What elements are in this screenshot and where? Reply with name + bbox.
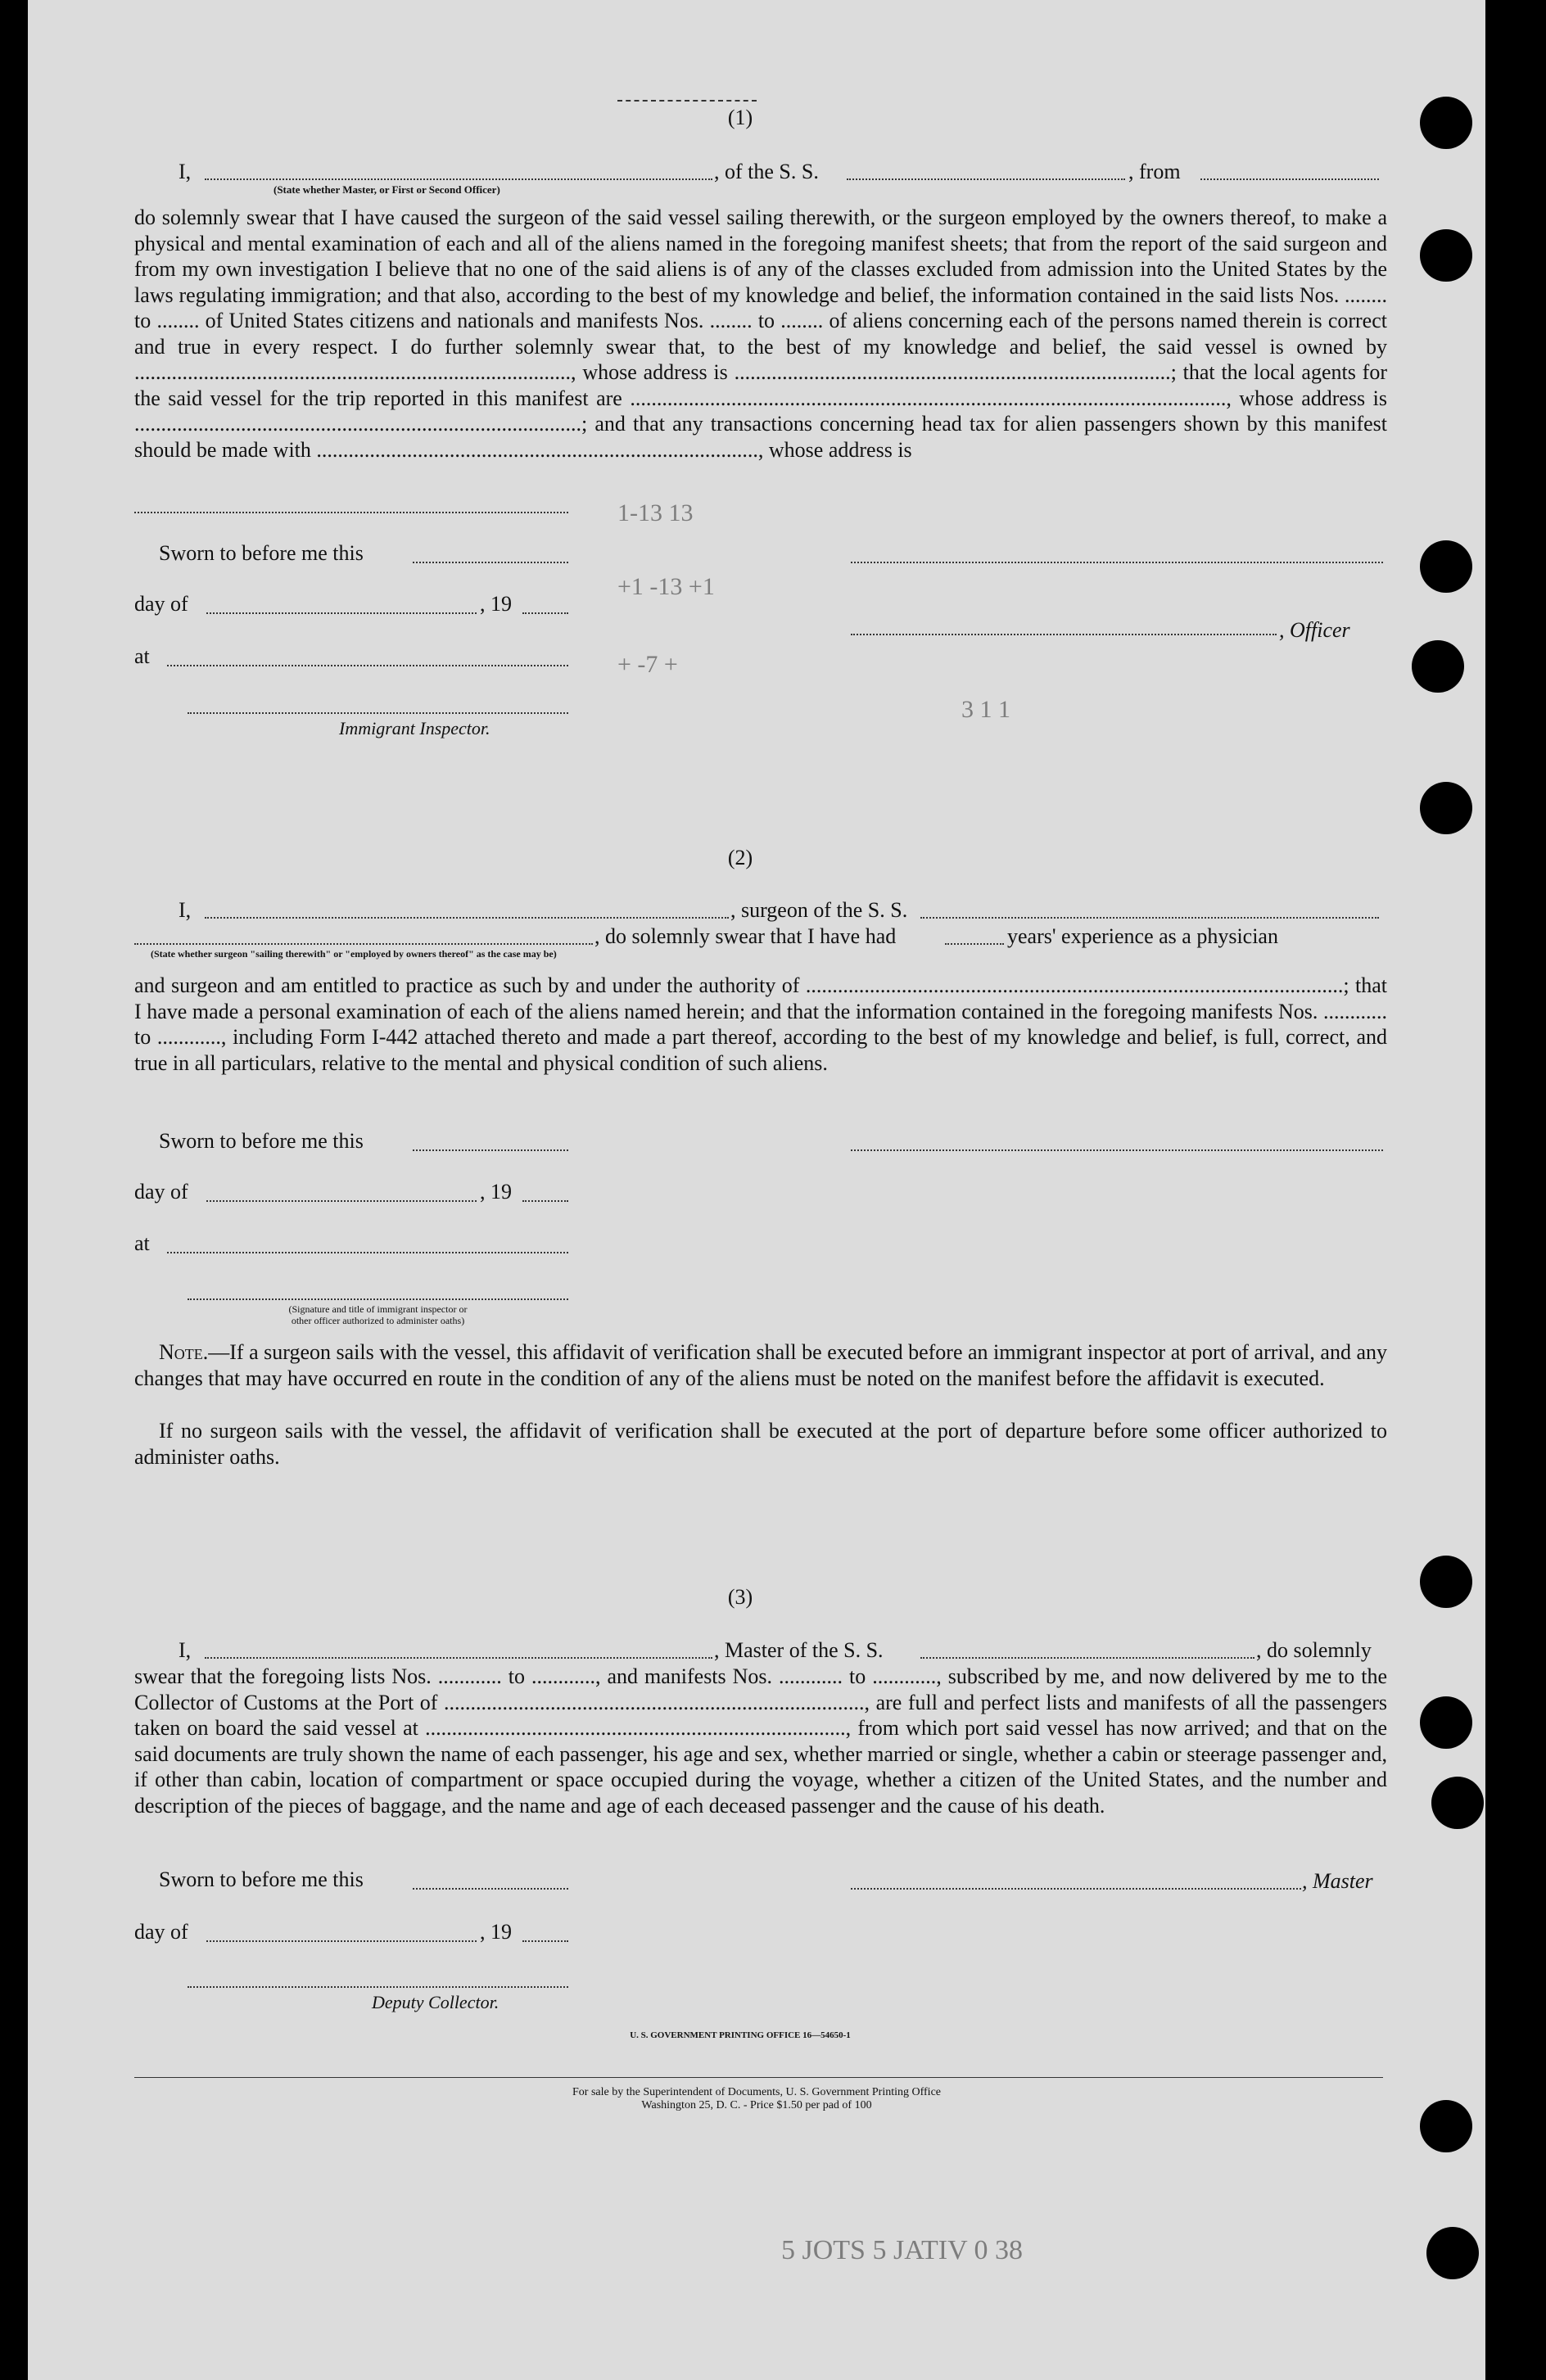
- officer-sign-blank-2: [851, 634, 1277, 635]
- section-1-body: do solemnly swear that I have caused the surgeon of the said vessel sailing therewith, or the surgeon employed by the owners thereof, to make a physical and mental examination of each and all of the aliens named in the foregoing manifest sheets; that from the report of the said surgeon and from my own investigation I believe that no one of the said aliens is of any of the classes excluded from admission into the United States by the laws regulating immigration; and that also, according to the best of my knowledge and belief, the information contained in the said lists Nos. ........ to ........ of United States citizens and nationals and manifests Nos. ........ to ........ of aliens concerning each of the persons named therein is correct and true in every respect. I do further solemnly swear that, to the best of my knowledge and belief, the said vessel is owned by .................................................................................., whose address is ..................................................................................; that the local agents for the said vessel for the trip reported in this manifest are ................................................................................................................, whose address is ....................................................................................; and that any transactions concerning head tax for alien passengers shown by this manifest should be made with ..................................................................................., whose address is: [134, 205, 1387, 462]
- section-2-number: (2): [727, 846, 753, 869]
- punch-hole: [1412, 640, 1464, 693]
- surgeon-type-blank: [134, 943, 593, 945]
- day-blank-3: [206, 1940, 477, 1942]
- master-ship-blank: [920, 1657, 1254, 1659]
- surgeon-of-label: , surgeon of the S. S.: [730, 898, 908, 922]
- day-blank: [206, 612, 477, 614]
- section-1-day-of: day of: [134, 592, 188, 616]
- master-of-label: , Master of the S. S.: [714, 1638, 884, 1662]
- officer-label: , Officer: [1279, 618, 1350, 642]
- section-3-body: swear that the foregoing lists Nos. ............ to ............, and manifests Nos. ............ to ............, subscribed by me, and now delivered by me to the Collector of Customs at the Port of ..............................................................................., are full and perfect lists and manifests of all the passengers taken on board the said vessel at ..............................................................................., from which port said vessel has now arrived; and that on the said documents are truly shown the name of each passenger, his age and sex, whether married or single, whether a cabin or steerage passenger and, if other than cabin, location of compartment or space occupied during the voyage, whether a citizen of the United States, and the number and description of the pieces of baggage, and the name and age of each deceased passenger and the cause of his death.: [134, 1664, 1387, 1818]
- section-3-day-of: day of: [134, 1920, 188, 1944]
- gpo-imprint: U. S. GOVERNMENT PRINTING OFFICE 16—54650-1: [630, 2030, 851, 2040]
- punch-hole: [1420, 97, 1472, 149]
- day-blank-2: [206, 1200, 477, 1202]
- note-paragraph: [134, 1339, 1387, 1391]
- section-3-i-label: I,: [179, 1638, 192, 1662]
- punch-hole: [1420, 2100, 1472, 2152]
- at-blank-2: [167, 1252, 568, 1253]
- section-1-at: at: [134, 644, 150, 668]
- collector-sign-blank: [188, 1986, 568, 1988]
- footer-rule: [134, 2077, 1383, 2078]
- section-3-number: (3): [727, 1585, 753, 1609]
- surgeon-sign-blank: [851, 1149, 1383, 1151]
- section-1-year: , 19: [480, 592, 512, 616]
- immigrant-inspector-label: Immigrant Inspector.: [339, 718, 490, 738]
- of-ss-label: , of the S. S.: [714, 160, 819, 183]
- master-sign-blank: [851, 1888, 1301, 1890]
- year-blank-2: [522, 1200, 568, 1202]
- section-2-i-label: I,: [179, 898, 192, 922]
- note-text: —If a surgeon sails with the vessel, this affidavit of verification shall be executed before an immigrant inspector at port of arrival, and any changes that may have occurred en route in the condition of any of the aliens must be noted on the manifest before the affidavit is executed.: [134, 1340, 1387, 1390]
- swear-label: , do solemnly: [1256, 1638, 1372, 1662]
- address-blank: [134, 512, 568, 513]
- surgeon-name-blank: [205, 917, 729, 919]
- punch-hole: [1420, 540, 1472, 593]
- master-note: (State whether Master, or First or Second Officer): [273, 183, 500, 196]
- section-1-number: (1): [727, 106, 753, 129]
- section-2-sworn: Sworn to before me this: [159, 1129, 364, 1153]
- sale-line-2: Washington 25, D. C. - Price $1.50 per pad of 100: [641, 2099, 872, 2111]
- official-sign-blank: [188, 1298, 568, 1300]
- sworn-blank: [413, 562, 568, 563]
- from-label: , from: [1128, 160, 1181, 183]
- section-2-at: at: [134, 1231, 150, 1255]
- punch-hole: [1420, 782, 1472, 834]
- top-rule: [617, 100, 757, 102]
- manifest-back-page: [28, 0, 1485, 2380]
- bleed-through-mark: 5 JOTS 5 JATIV 0 38: [781, 2235, 1024, 2265]
- section-3-year: , 19: [480, 1920, 512, 1944]
- signature-note-2: other officer authorized to administer oaths): [291, 1315, 465, 1326]
- at-blank: [167, 665, 568, 666]
- bleed-through-mark: 3 1 1: [961, 696, 1010, 723]
- from-blank: [1200, 178, 1379, 180]
- punch-hole: [1431, 1777, 1484, 1829]
- sale-line-1: For sale by the Superintendent of Documents, U. S. Government Printing Office: [572, 2086, 941, 2098]
- years-experience-label: years' experience as a physician: [1007, 924, 1278, 948]
- section-3-sworn: Sworn to before me this: [159, 1867, 364, 1891]
- section-1-i-label: I,: [179, 160, 192, 183]
- note-paragraph-2: If no surgeon sails with the vessel, the affidavit of verification shall be executed at the port of departure before some officer authorized to administer oaths.: [134, 1419, 1387, 1469]
- officer-sign-blank-1: [851, 562, 1383, 563]
- punch-hole: [1426, 2227, 1479, 2279]
- master-name-blank: [205, 1657, 712, 1659]
- sworn-blank-3: [413, 1888, 568, 1890]
- punch-hole: [1420, 229, 1472, 282]
- master-label: , Master: [1302, 1869, 1373, 1893]
- section-2-year: , 19: [480, 1180, 512, 1204]
- surgeon-ship-blank: [920, 917, 1379, 919]
- ship-name-blank: [847, 178, 1125, 180]
- bleed-through-mark: 1-13 13: [617, 499, 694, 526]
- bleed-through-mark: + -7 +: [617, 651, 678, 678]
- section-1-sworn: Sworn to before me this: [159, 541, 364, 565]
- punch-hole: [1420, 1556, 1472, 1608]
- inspector-sign-blank: [188, 712, 568, 714]
- punch-hole: [1420, 1696, 1472, 1749]
- bleed-through-mark: +1 -13 +1: [617, 573, 715, 600]
- year-blank: [522, 612, 568, 614]
- name-blank: [205, 178, 712, 180]
- surgeon-note: (State whether surgeon "sailing therewith" or "employed by owners thereof" as the case may be): [151, 948, 557, 960]
- sworn-blank-2: [413, 1149, 568, 1151]
- note-label: Note.: [159, 1340, 209, 1364]
- year-blank-3: [522, 1940, 568, 1942]
- swear-had-label: , do solemnly swear that I have had: [594, 924, 897, 948]
- years-blank: [945, 943, 1004, 945]
- section-2-body: and surgeon and am entitled to practice as such by and under the authority of .....................................................................................................; that I have made a personal examination of each of the aliens named herein; and that the information contained in the foregoing manifests Nos. ............ to ............, including Form I-442 attached thereto and made a part thereof, according to the best of my knowledge and belief, is full, correct, and true in all particulars, relative to the mental and physical condition of such aliens.: [134, 973, 1387, 1075]
- signature-note-1: (Signature and title of immigrant inspector or: [288, 1303, 468, 1315]
- section-2-day-of: day of: [134, 1180, 188, 1204]
- deputy-collector-label: Deputy Collector.: [372, 1992, 500, 2012]
